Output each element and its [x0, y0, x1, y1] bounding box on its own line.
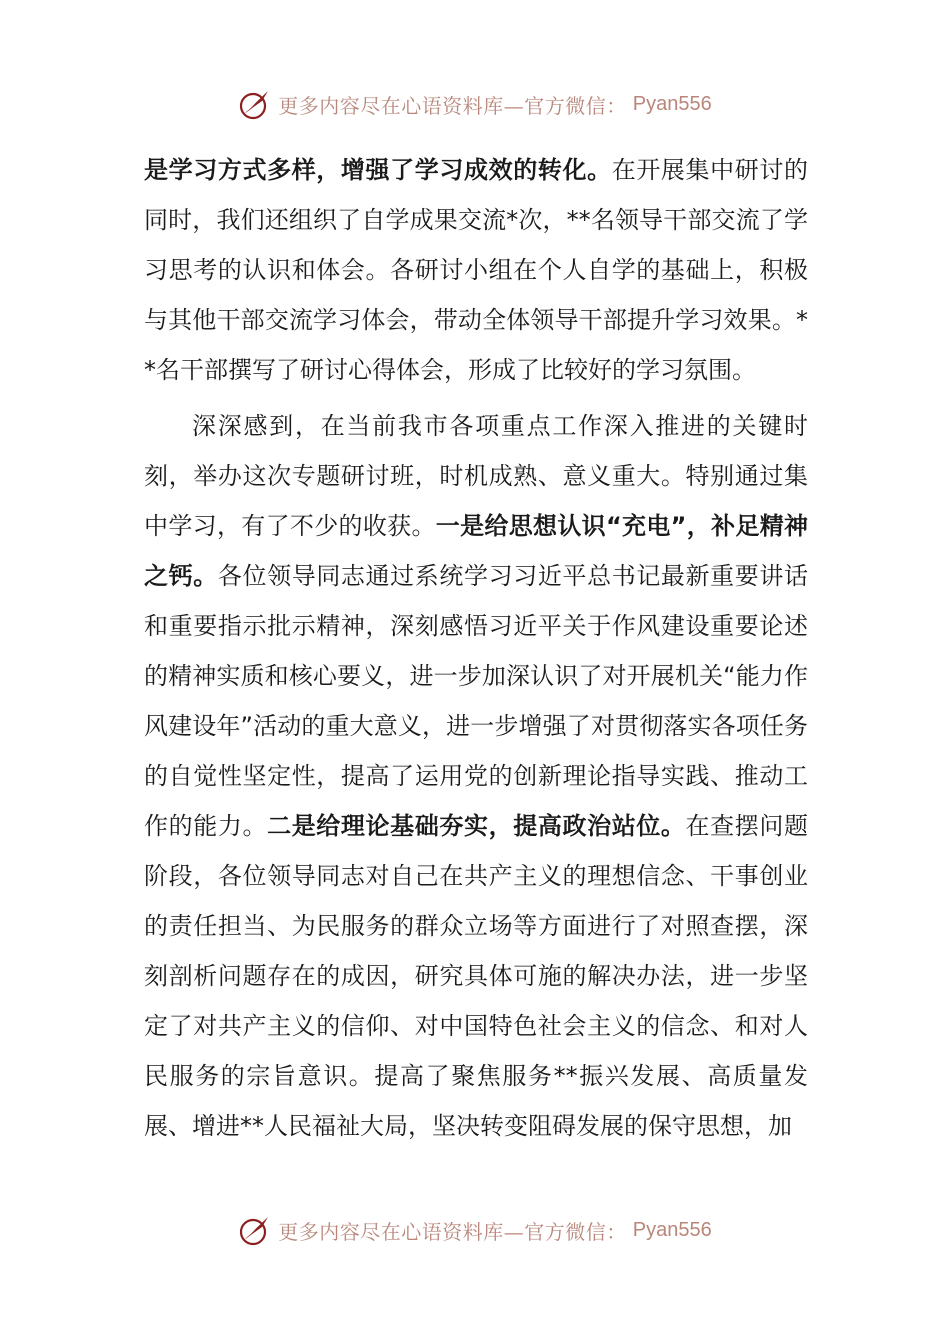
header-banner-id: Pyan556 — [632, 92, 712, 115]
header-banner — [0, 84, 950, 124]
paragraph-2-point-1-text: 各位领导同志通过系统学习习近平总书记最新重要讲话和重要指示批示精神，深刻感悟习近平关于作风建设重要论述的精神实质和核心要义，进一步加深认识了对开展机关“能力作风建设年”活动的重大意义，进一步增强了对贯彻落实各项任务的自觉性坚定性，提高了运用党的创新理论指导实践、推动工作的能力。 — [144, 562, 809, 840]
paragraph-2-point-2-text: 在查摆问题阶段，各位领导同志对自己在共产主义的理想信念、干事创业的责任担当、为民服务的群众立场等方面进行了对照查摆，深刻剖析问题存在的成因，研究具体可施的解决办法，进一步坚定了对共产主义的信仰、对中国特色社会主义的信念、和对人民服务的宗旨意识。提高了聚焦服务**振兴发展、高质量发展、增进**人民福祉大局，坚决转变阻碍发展的保守思想，加 — [144, 812, 809, 1140]
footer-banner-id: Pyan556 — [632, 1218, 712, 1241]
quill-logo-icon — [238, 1213, 272, 1247]
paragraph-1 — [144, 145, 808, 395]
quill-logo-icon — [238, 87, 272, 121]
paragraph-2-point-1-bold: 一是给思想认识“充电”，补足精神之钙。 — [144, 512, 809, 590]
header-banner-text: 更多内容尽在心语资料库—官方微信： — [278, 93, 627, 118]
paragraph-1-lead-bold: 是学习方式多样，增强了学习成效的转化。 — [144, 156, 612, 184]
footer-banner-text: 更多内容尽在心语资料库—官方微信： — [278, 1219, 627, 1244]
paragraph-1-text: 在开展集中研讨的同时，我们还组织了自学成果交流*次，**名领导干部交流了学习思考的认识和体会。各研讨小组在个人自学的基础上，积极与其他干部交流学习体会，带动全体领导干部提升学习效果。**名干部撰写了研讨心得体会，形成了比较好的学习氛围。 — [144, 156, 809, 384]
paragraph-2-intro: 深深感到，在当前我市各项重点工作深入推进的关键时刻，举办这次专题研讨班，时机成熟、意义重大。特别通过集中学习，有了不少的收获。 — [144, 412, 808, 540]
footer-banner — [0, 1210, 950, 1250]
paragraph-2 — [144, 401, 808, 1151]
document-body — [144, 145, 808, 1151]
paragraph-2-point-2-bold: 二是给理论基础夯实，提高政治站位。 — [267, 812, 686, 840]
